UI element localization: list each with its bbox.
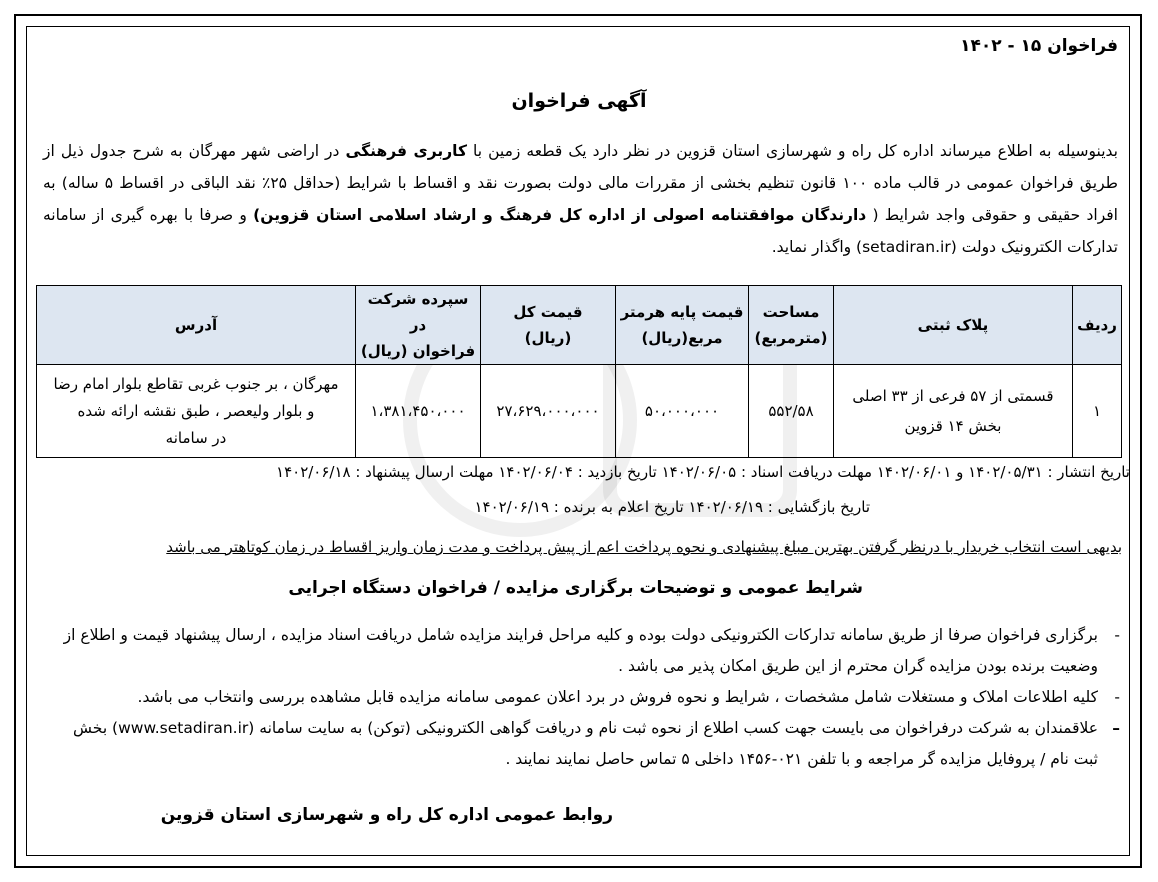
table-row xyxy=(37,365,1122,458)
cell-unit-price: ۵۰،۰۰۰،۰۰۰ xyxy=(616,365,749,458)
bullet-dash-icon: - xyxy=(1114,626,1120,644)
cell-plate xyxy=(834,365,1073,458)
page-title: آگهی فراخوان xyxy=(511,90,647,112)
table-header-row xyxy=(37,286,1122,365)
cell-plate-line1: قسمتی از ۵۷ فرعی از ۳۳ اصلی xyxy=(852,387,1054,405)
header-unit-price-line1: قیمت پایه هرمتر xyxy=(620,303,744,321)
header-address: آدرس xyxy=(37,286,356,365)
condition-text: برگزاری فراخوان صرفا از طریق سامانه تدارکات الکترونیکی دولت بوده و کلیه مراحل فرایند مزایده شامل دریافت اسناد مزایده ، ارسال پیشنهاد قیمت و اطلاع از وضعیت برنده بودن مزایده گران محترم از این طریق امکان پذیر می باشد . xyxy=(63,626,1098,675)
header-area-line1: مساحت xyxy=(762,303,820,321)
cell-address-line1: مهرگان ، بر جنوب غربی تقاطع بلوار امام رضا xyxy=(53,374,339,393)
header-deposit-line2: فراخوان (ریال) xyxy=(360,342,476,360)
bullet-dash-icon: – xyxy=(1112,719,1120,737)
condition-item xyxy=(46,620,1126,682)
intro-bold-condition: دارندگان موافقتنامه اصولی از اداره کل فرهنگ و ارشاد اسلامی استان قزوین) xyxy=(253,206,867,224)
intro-part2: در اراضی شهر مهرگان به شرح جدول ذیل از طریق فراخوان عمومی در قالب ماده ۱۰۰ قانون تنظیم بخشی از مقررات مالی دولت بصورت نقد و اقساط با شرایط (حداقل ۲۵٪ نقد الباقی در اقساط ۵ ساله) به افراد حقیقی و حقوقی واجد شرایط ( xyxy=(43,142,1118,224)
intro-part3: و صرفا با بهره گیری از سامانه تدارکات الکترونیک دولت (setadiran.ir) واگذار نماید. xyxy=(43,206,1118,256)
call-code: فراخوان ۱۵ - ۱۴۰۲ xyxy=(960,36,1118,56)
header-plate: پلاک ثبتی xyxy=(834,286,1073,365)
buyer-selection-note: بدیهی است انتخاب خریدار با درنظر گرفتن بهترین مبلغ پیشنهادی و نحوه پرداخت اعم از پیش پرداخت و مدت زمان واریز اقساط در زمان کوتاهتر می باشد xyxy=(166,538,1122,556)
land-table xyxy=(36,285,1122,458)
condition-item xyxy=(46,713,1126,775)
intro-part1: بدینوسیله به اطلاع میرساند اداره کل راه و شهرسازی استان قزوین در نظر دارد یک قطعه زمین با xyxy=(466,142,1118,160)
cell-total: ۲۷،۶۲۹،۰۰۰،۰۰۰ xyxy=(481,365,616,458)
cell-deposit: ۱،۳۸۱،۴۵۰،۰۰۰ xyxy=(356,365,481,458)
cell-plate-line2: بخش ۱۴ قزوین xyxy=(904,417,1002,435)
cell-area: ۵۵۲/۵۸ xyxy=(749,365,834,458)
header-total xyxy=(481,286,616,365)
header-unit-price-line2: مربع(ریال) xyxy=(641,329,723,347)
cell-address xyxy=(37,365,356,458)
conditions-title: شرایط عمومی و توضیحات برگزاری مزایده / فراخوان دستگاه اجرایی xyxy=(288,578,863,598)
header-unit-price xyxy=(616,286,749,365)
bullet-dash-icon: - xyxy=(1114,688,1120,706)
header-area xyxy=(749,286,834,365)
footer-signature: روابط عمومی اداره کل راه و شهرسازی استان قزوین xyxy=(160,805,613,825)
header-area-line2: (مترمربع) xyxy=(754,329,828,347)
header-deposit xyxy=(356,286,481,365)
dates-line-1: تاریخ انتشار : ۱۴۰۲/۰۵/۳۱ و ۱۴۰۲/۰۶/۰۱ مهلت دریافت اسناد : ۱۴۰۲/۰۶/۰۵ تاریخ بازدید : ۱۴۰۲/۰۶/۰۴ مهلت ارسال پیشنهاد : ۱۴۰۲/۰۶/۱۸ xyxy=(276,463,1130,481)
condition-text: علاقمندان به شرکت درفراخوان می بایست جهت کسب اطلاع از نحوه ثبت نام و دریافت گواهی الکترونیکی (توکن) به سایت سامانه (www.setadiran.ir) بخش ثبت نام / پروفایل مزایده گر مراجعه و با تلفن ۰۲۱-۱۴۵۶ داخلی ۵ تماس حاصل نمایند نمایند . xyxy=(73,719,1098,768)
header-deposit-line1: سپرده شرکت در xyxy=(367,290,469,334)
intro-paragraph xyxy=(43,135,1118,263)
header-total-line2: (ریال) xyxy=(524,329,572,347)
condition-item xyxy=(46,682,1126,713)
dates-line-2: تاریخ بازگشایی : ۱۴۰۲/۰۶/۱۹ تاریخ اعلام به برنده : ۱۴۰۲/۰۶/۱۹ xyxy=(474,498,870,516)
cell-address-line3: در سامانه xyxy=(165,428,227,447)
condition-text: کلیه اطلاعات املاک و مستغلات شامل مشخصات ، شرایط و نحوه فروش در برد اعلان عمومی سامانه مزایده قابل مشاهده بررسی وانتخاب می باشد. xyxy=(137,688,1098,706)
header-row-no: ردیف xyxy=(1073,286,1122,365)
intro-usage: کاربری فرهنگی xyxy=(345,142,467,160)
cell-address-line2: و بلوار ولیعصر ، طبق نقشه ارائه شده xyxy=(77,401,315,420)
cell-row-no: ۱ xyxy=(1073,365,1122,458)
header-total-line1: قیمت کل xyxy=(513,303,583,321)
conditions-list xyxy=(46,620,1126,775)
